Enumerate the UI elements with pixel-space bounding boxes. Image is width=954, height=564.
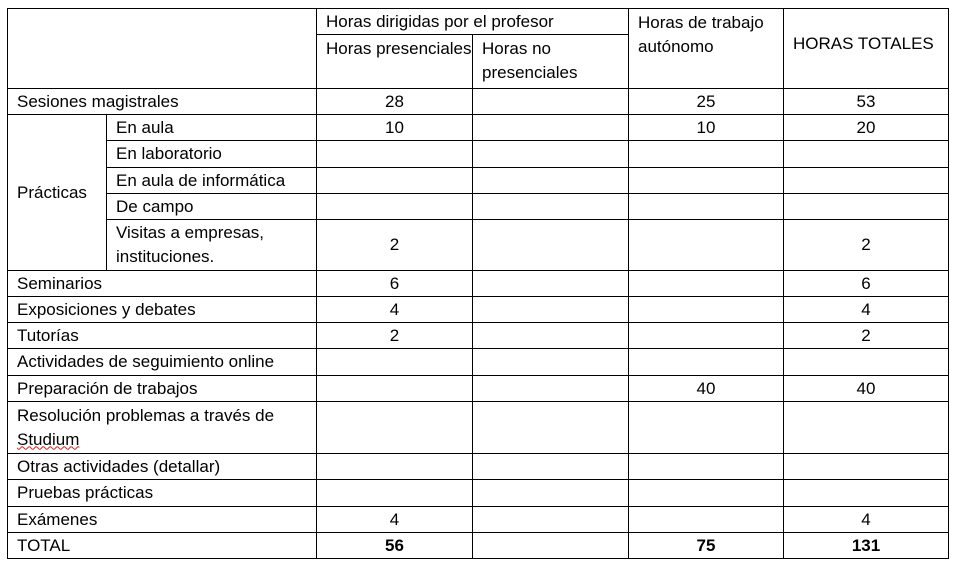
- header-horas-dirigidas: Horas dirigidas por el profesor: [317, 9, 629, 35]
- cell-autonomo: [629, 297, 784, 323]
- cell-presenciales: [317, 480, 473, 507]
- cell-totales: [784, 480, 949, 507]
- table-row: [8, 297, 949, 323]
- cell-autonomo: [629, 349, 784, 376]
- table-row: [8, 168, 949, 194]
- row-label: Preparación de trabajos: [8, 376, 317, 402]
- header-corner-cell: [8, 9, 317, 89]
- cell-totales: [784, 168, 949, 194]
- cell-totales: 20: [784, 115, 949, 141]
- cell-presenciales: [317, 194, 473, 220]
- row-label: En aula: [107, 115, 317, 141]
- cell-totales: [784, 454, 949, 480]
- cell-no-presenciales: [473, 115, 629, 141]
- header-totales: HORAS TOTALES: [784, 9, 949, 89]
- row-label-total: TOTAL: [8, 533, 317, 559]
- cell-presenciales: [317, 454, 473, 480]
- row-label-studium: Studium: [17, 429, 80, 449]
- cell-no-presenciales: [473, 89, 629, 115]
- row-label: Exámenes: [8, 507, 317, 533]
- table-row: [8, 194, 949, 220]
- cell-autonomo-total: 75: [629, 533, 784, 559]
- table-row-total: [8, 533, 949, 559]
- cell-totales: [784, 402, 949, 454]
- cell-no-presenciales: [473, 271, 629, 297]
- cell-presenciales: 28: [317, 89, 473, 115]
- table-row: [8, 323, 949, 349]
- cell-totales: [784, 349, 949, 376]
- row-label: Pruebas prácticas: [8, 480, 317, 507]
- table-row: [8, 480, 949, 507]
- cell-autonomo: 10: [629, 115, 784, 141]
- cell-totales: [784, 141, 949, 168]
- cell-no-presenciales: [473, 168, 629, 194]
- cell-autonomo: 40: [629, 376, 784, 402]
- cell-autonomo: 25: [629, 89, 784, 115]
- cell-totales: 6: [784, 271, 949, 297]
- cell-autonomo: [629, 220, 784, 271]
- table-row: [8, 89, 949, 115]
- cell-presenciales: [317, 141, 473, 168]
- cell-autonomo: [629, 507, 784, 533]
- cell-no-presenciales: [473, 141, 629, 168]
- row-label: Actividades de seguimiento online: [8, 349, 317, 376]
- cell-totales: 4: [784, 507, 949, 533]
- cell-no-presenciales: [473, 220, 629, 271]
- table-row: [8, 454, 949, 480]
- row-label: Otras actividades (detallar): [8, 454, 317, 480]
- cell-presenciales: 10: [317, 115, 473, 141]
- row-label: Visitas a empresas, instituciones.: [107, 220, 317, 271]
- row-label: Tutorías: [8, 323, 317, 349]
- cell-presenciales-total: 56: [317, 533, 473, 559]
- header-no-presenciales: Horas no presenciales: [473, 35, 629, 89]
- cell-no-presenciales: [473, 507, 629, 533]
- table-row: [8, 115, 949, 141]
- cell-autonomo: [629, 168, 784, 194]
- cell-presenciales: [317, 168, 473, 194]
- table-row: [8, 376, 949, 402]
- cell-autonomo: [629, 402, 784, 454]
- row-label: Sesiones magistrales: [8, 89, 317, 115]
- table-row: [8, 271, 949, 297]
- cell-no-presenciales: [473, 194, 629, 220]
- cell-totales: 2: [784, 220, 949, 271]
- cell-no-presenciales-total: [473, 533, 629, 559]
- hours-table: [7, 8, 949, 559]
- cell-no-presenciales: [473, 376, 629, 402]
- cell-autonomo: [629, 194, 784, 220]
- cell-autonomo: [629, 323, 784, 349]
- cell-presenciales: [317, 376, 473, 402]
- row-label-main: Resolución problemas a través de: [17, 405, 275, 425]
- group-label-practicas: Prácticas: [8, 115, 107, 271]
- cell-totales: 4: [784, 297, 949, 323]
- row-label: En laboratorio: [107, 141, 317, 168]
- cell-presenciales: 4: [317, 507, 473, 533]
- cell-autonomo: [629, 271, 784, 297]
- cell-autonomo: [629, 454, 784, 480]
- cell-no-presenciales: [473, 402, 629, 454]
- cell-autonomo: [629, 141, 784, 168]
- cell-no-presenciales: [473, 349, 629, 376]
- row-label: De campo: [107, 194, 317, 220]
- cell-totales: 53: [784, 89, 949, 115]
- cell-no-presenciales: [473, 480, 629, 507]
- header-autonomo: Horas de trabajo autónomo: [629, 9, 784, 89]
- row-label: Exposiciones y debates: [8, 297, 317, 323]
- cell-totales: [784, 194, 949, 220]
- cell-no-presenciales: [473, 297, 629, 323]
- row-label: En aula de informática: [107, 168, 317, 194]
- cell-totales-total: 131: [784, 533, 949, 559]
- table-row: [8, 349, 949, 376]
- table-row: [8, 507, 949, 533]
- cell-totales: 40: [784, 376, 949, 402]
- table-row: [8, 141, 949, 168]
- cell-presenciales: 2: [317, 220, 473, 271]
- cell-presenciales: [317, 349, 473, 376]
- table-row: [8, 402, 949, 454]
- cell-no-presenciales: [473, 454, 629, 480]
- cell-presenciales: 4: [317, 297, 473, 323]
- cell-presenciales: 6: [317, 271, 473, 297]
- row-label: [8, 402, 317, 454]
- cell-totales: 2: [784, 323, 949, 349]
- table-row: [8, 220, 949, 271]
- cell-no-presenciales: [473, 323, 629, 349]
- cell-autonomo: [629, 480, 784, 507]
- cell-presenciales: 2: [317, 323, 473, 349]
- row-label: Seminarios: [8, 271, 317, 297]
- cell-presenciales: [317, 402, 473, 454]
- header-presenciales: Horas presenciales: [317, 35, 473, 89]
